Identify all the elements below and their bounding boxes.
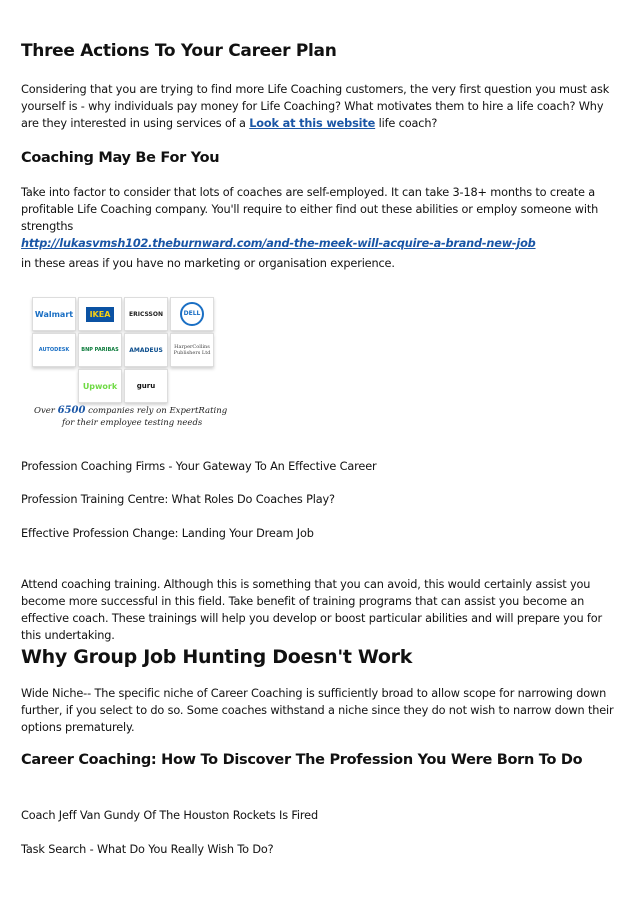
niche-paragraph: Wide Niche-- The specific niche of Career Coaching is sufficiently broad to allow scope for narrowing down further, if you select to do so. Some coaches withstand a niche since they do not wish to narrow down their options prematurely. bbox=[21, 687, 614, 734]
upwork-logo: Upwork bbox=[78, 369, 122, 403]
page-title: Three Actions To Your Career Plan bbox=[21, 41, 337, 61]
section-heading-career-coaching: Career Coaching: How To Discover The Profession You Were Born To Do bbox=[21, 752, 583, 768]
company-logos-image bbox=[32, 297, 232, 447]
section-heading-coaching: Coaching May Be For You bbox=[21, 150, 220, 166]
harpercollins-logo: HarperCollins Publishers Ltd bbox=[170, 333, 214, 367]
logos-caption: Over 6500 companies rely on ExpertRating for their employee testing needs bbox=[34, 405, 228, 428]
autodesk-logo: AUTODESK bbox=[32, 333, 76, 367]
dell-logo: DELL bbox=[170, 297, 214, 331]
list-item-2[interactable]: Task Search - What Do You Really Wish To Do? bbox=[21, 843, 274, 856]
training-paragraph: Attend coaching training. Although this is something that you can avoid, this would certainly assist you become more successful in this field. Take benefit of training programs that can assist you become an effective coach. These trainings will help you develop or boost particular abilities and will prepare you for this undertaking. bbox=[21, 578, 603, 642]
related-link-2[interactable]: Profession Training Centre: What Roles Do Coaches Play? bbox=[21, 493, 335, 506]
caption-number: 6500 bbox=[57, 405, 86, 416]
guru-logo: guru bbox=[124, 369, 168, 403]
intro-text-end: life coach? bbox=[375, 117, 438, 130]
coaching-paragraph-cont: in these areas if you have no marketing or organisation experience. bbox=[21, 257, 395, 270]
intro-text: Considering that you are trying to find more Life Coaching customers, the very first question you must ask yourself is - why individuals pay money for Life Coaching? What motivates them to hire a life coach? Why are they interested in using services of a bbox=[21, 83, 610, 130]
amadeus-logo: AMADEUS bbox=[124, 333, 168, 367]
bnp-paribas-logo: BNP PARIBAS bbox=[78, 333, 122, 367]
coaching-text: Take into factor to consider that lots of coaches are self-employed. It can take 3-18+ months to create a profitable Life Coaching company. You'll require to either find out these abilities or employ someone with strengths bbox=[21, 186, 599, 233]
list-item-1[interactable]: Coach Jeff Van Gundy Of The Houston Rockets Is Fired bbox=[21, 809, 318, 822]
look-at-website-link[interactable]: Look at this website bbox=[249, 117, 376, 130]
ikea-logo: IKEA bbox=[78, 297, 122, 331]
related-link-3[interactable]: Effective Profession Change: Landing Your Dream Job bbox=[21, 527, 314, 540]
intro-paragraph bbox=[21, 81, 621, 132]
ericsson-logo: ERICSSON bbox=[124, 297, 168, 331]
section-heading-group-job-hunting: Why Group Job Hunting Doesn't Work bbox=[21, 646, 413, 668]
coaching-paragraph bbox=[21, 184, 621, 252]
related-link-1[interactable]: Profession Coaching Firms - Your Gateway To An Effective Career bbox=[21, 460, 377, 473]
external-url-link[interactable]: http://lukasvmsh102.theburnward.com/and-the-meek-will-acquire-a-brand-new-job bbox=[21, 237, 536, 250]
walmart-logo: Walmart bbox=[32, 297, 76, 331]
